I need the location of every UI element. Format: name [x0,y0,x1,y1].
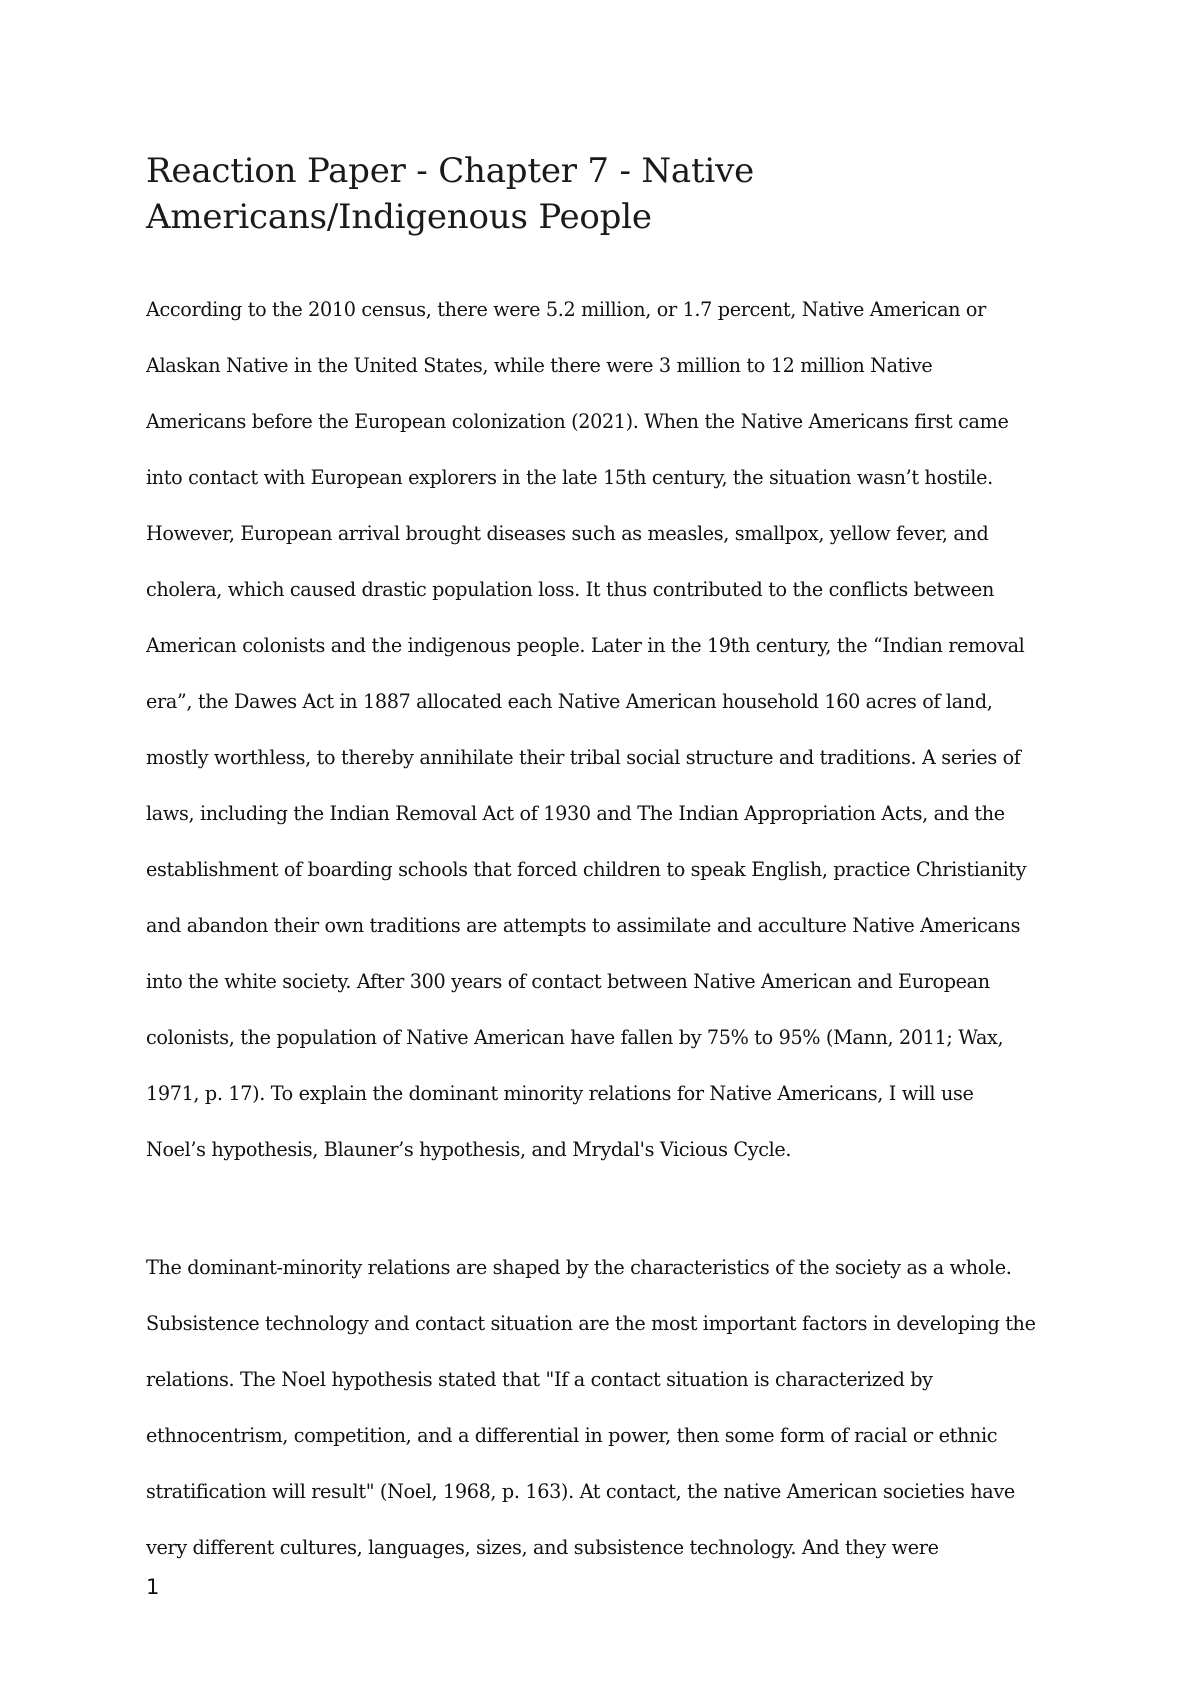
text-line: laws, including the Indian Removal Act of 1930 and The Indian Appropriation Acts, and the [146,802,1005,825]
text-line: Americans before the European colonization (2021). When the Native Americans first came [146,410,1009,433]
text-line: and abandon their own traditions are attempts to assimilate and acculture Native Americans [146,914,1021,937]
text-line: 1971, p. 17). To explain the dominant minority relations for Native Americans, I will use [146,1082,974,1105]
text-line: colonists, the population of Native American have fallen by 75% to 95% (Mann, 2011; Wax, [146,1026,1004,1049]
text-line: According to the 2010 census, there were 5.2 million, or 1.7 percent, Native American or [146,298,986,321]
text-line: The dominant-minority relations are shaped by the characteristics of the society as a whole. [146,1256,1012,1279]
text-line: Noel’s hypothesis, Blauner’s hypothesis, and Mrydal's Vicious Cycle. [146,1138,792,1161]
page-number: 1 [146,1575,160,1599]
text-line: relations. The Noel hypothesis stated that "If a contact situation is characterized by [146,1368,933,1391]
text-line: establishment of boarding schools that forced children to speak English, practice Christianity [146,858,1027,881]
title-line-2: Americans/Indigenous People [146,197,652,237]
document-title [146,148,1066,240]
text-line: cholera, which caused drastic population loss. It thus contributed to the conflicts between [146,578,994,601]
text-line: into the white society. After 300 years of contact between Native American and European [146,970,990,993]
paragraph-1 [146,282,1062,1178]
text-line: very different cultures, languages, sizes, and subsistence technology. And they were [146,1536,939,1559]
text-line: ethnocentrism, competition, and a differential in power, then some form of racial or ethnic [146,1424,998,1447]
text-line: Subsistence technology and contact situation are the most important factors in developing the [146,1312,1036,1335]
text-line: However, European arrival brought diseases such as measles, smallpox, yellow fever, and [146,522,989,545]
text-line: Alaskan Native in the United States, while there were 3 million to 12 million Native [146,354,933,377]
paragraph-2 [146,1240,1062,1576]
text-line: American colonists and the indigenous people. Later in the 19th century, the “Indian removal [146,634,1025,657]
text-line: mostly worthless, to thereby annihilate their tribal social structure and traditions. A series of [146,746,1021,769]
text-line: era”, the Dawes Act in 1887 allocated each Native American household 160 acres of land, [146,690,993,713]
text-line: stratification will result" (Noel, 1968, p. 163). At contact, the native American societies have [146,1480,1015,1503]
title-line-1: Reaction Paper - Chapter 7 - Native [146,151,755,191]
text-line: into contact with European explorers in the late 15th century, the situation wasn’t hostile. [146,466,993,489]
